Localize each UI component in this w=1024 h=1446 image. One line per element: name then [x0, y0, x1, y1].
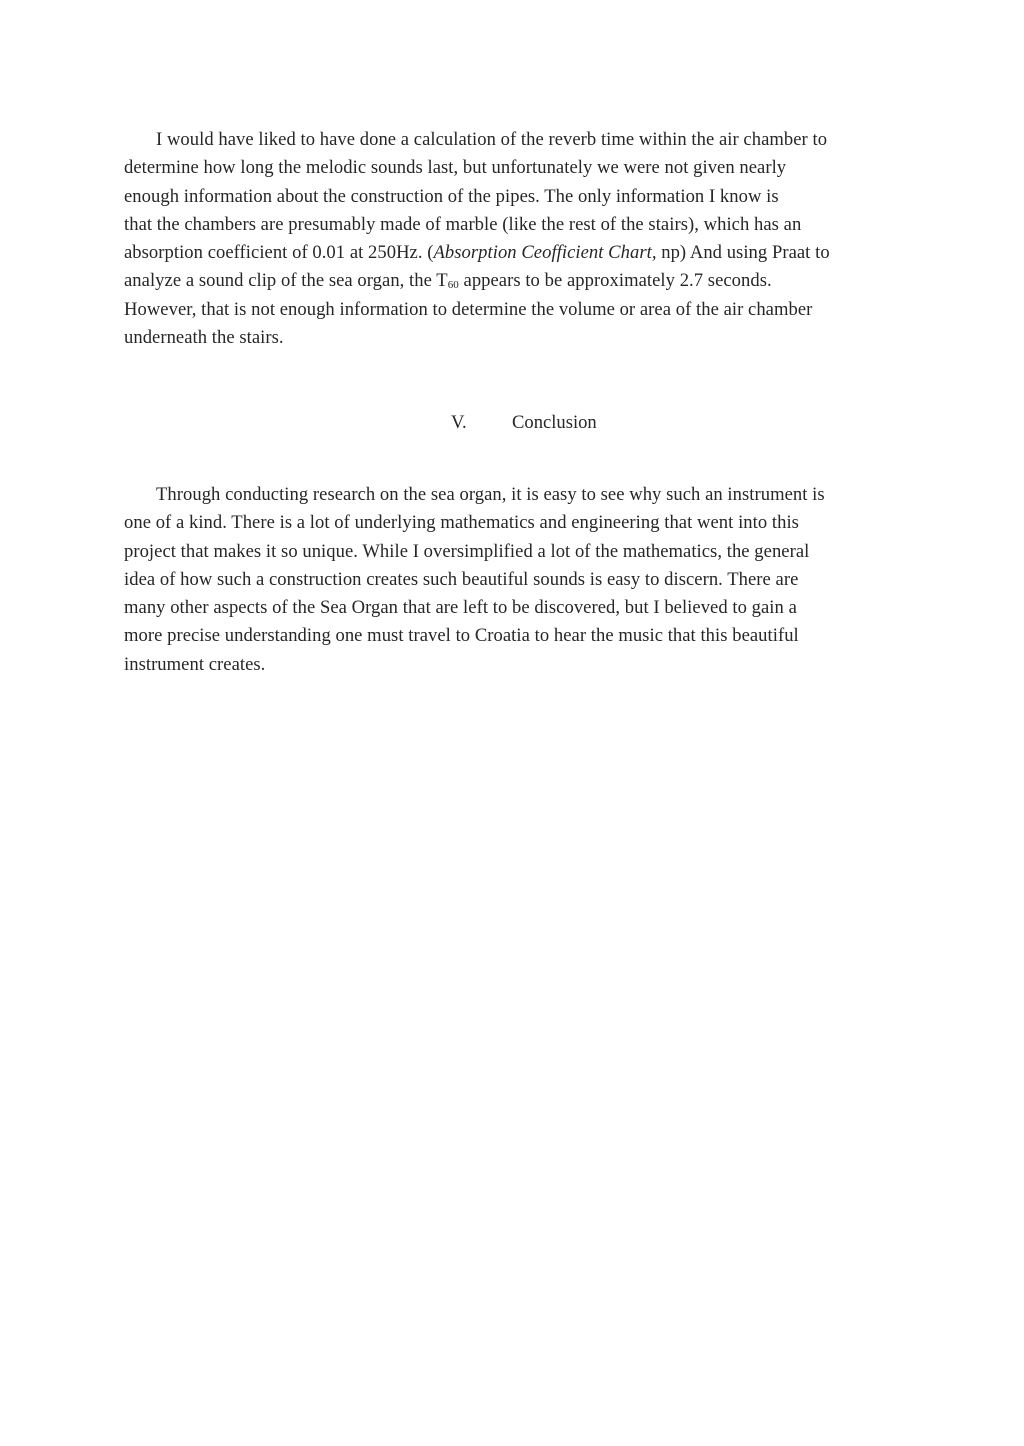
- paragraph-line: one of a kind. There is a lot of underlying mathematics and engineering that went into this: [124, 512, 799, 534]
- line-text: analyze a sound clip of the sea organ, the T: [124, 270, 448, 292]
- paragraph-line: [124, 267, 906, 295]
- paragraph-line: idea of how such a construction creates such beautiful sounds is easy to discern. There are: [124, 568, 799, 590]
- paragraph-line: many other aspects of the Sea Organ that are left to be discovered, but I believed to gain a: [124, 597, 797, 619]
- line-text: appears to be approximately 2.7 seconds.: [458, 270, 772, 292]
- paragraph-line: I would have liked to have done a calculation of the reverb time within the air chamber to: [156, 129, 828, 150]
- paragraph-line: underneath the stairs.: [124, 327, 284, 349]
- section-title: Conclusion: [512, 412, 597, 433]
- reverb-paragraph: [124, 126, 906, 352]
- section-number: V.: [451, 412, 467, 433]
- subscript: 60: [447, 279, 459, 292]
- paragraph-line: determine how long the melodic sounds last, but unfortunately we were not given nearly: [124, 157, 787, 179]
- paragraph-line: enough information about the construction of the pipes. The only information I know is: [124, 185, 779, 207]
- paragraph-line: project that makes it so unique. While I oversimplified a lot of the mathematics, the general: [124, 540, 810, 562]
- paragraph-line: instrument creates.: [124, 653, 266, 675]
- citation-title: Absorption Ceofficient Chart,: [433, 242, 657, 264]
- paragraph-line: more precise understanding one must travel to Croatia to hear the music that this beautiful: [124, 625, 799, 647]
- line-text: absorption coefficient of 0.01 at 250Hz. (: [124, 242, 434, 264]
- paragraph-line: However, that is not enough information to determine the volume or area of the air chamber: [124, 298, 813, 320]
- line-text: np) And using Praat to: [656, 242, 830, 264]
- paragraph-line: [124, 239, 906, 267]
- conclusion-paragraph: [124, 481, 906, 679]
- paragraph-line: that the chambers are presumably made of marble (like the rest of the stairs), which has an: [124, 213, 802, 235]
- paragraph-line: Through conducting research on the sea organ, it is easy to see why such an instrument is: [156, 484, 825, 505]
